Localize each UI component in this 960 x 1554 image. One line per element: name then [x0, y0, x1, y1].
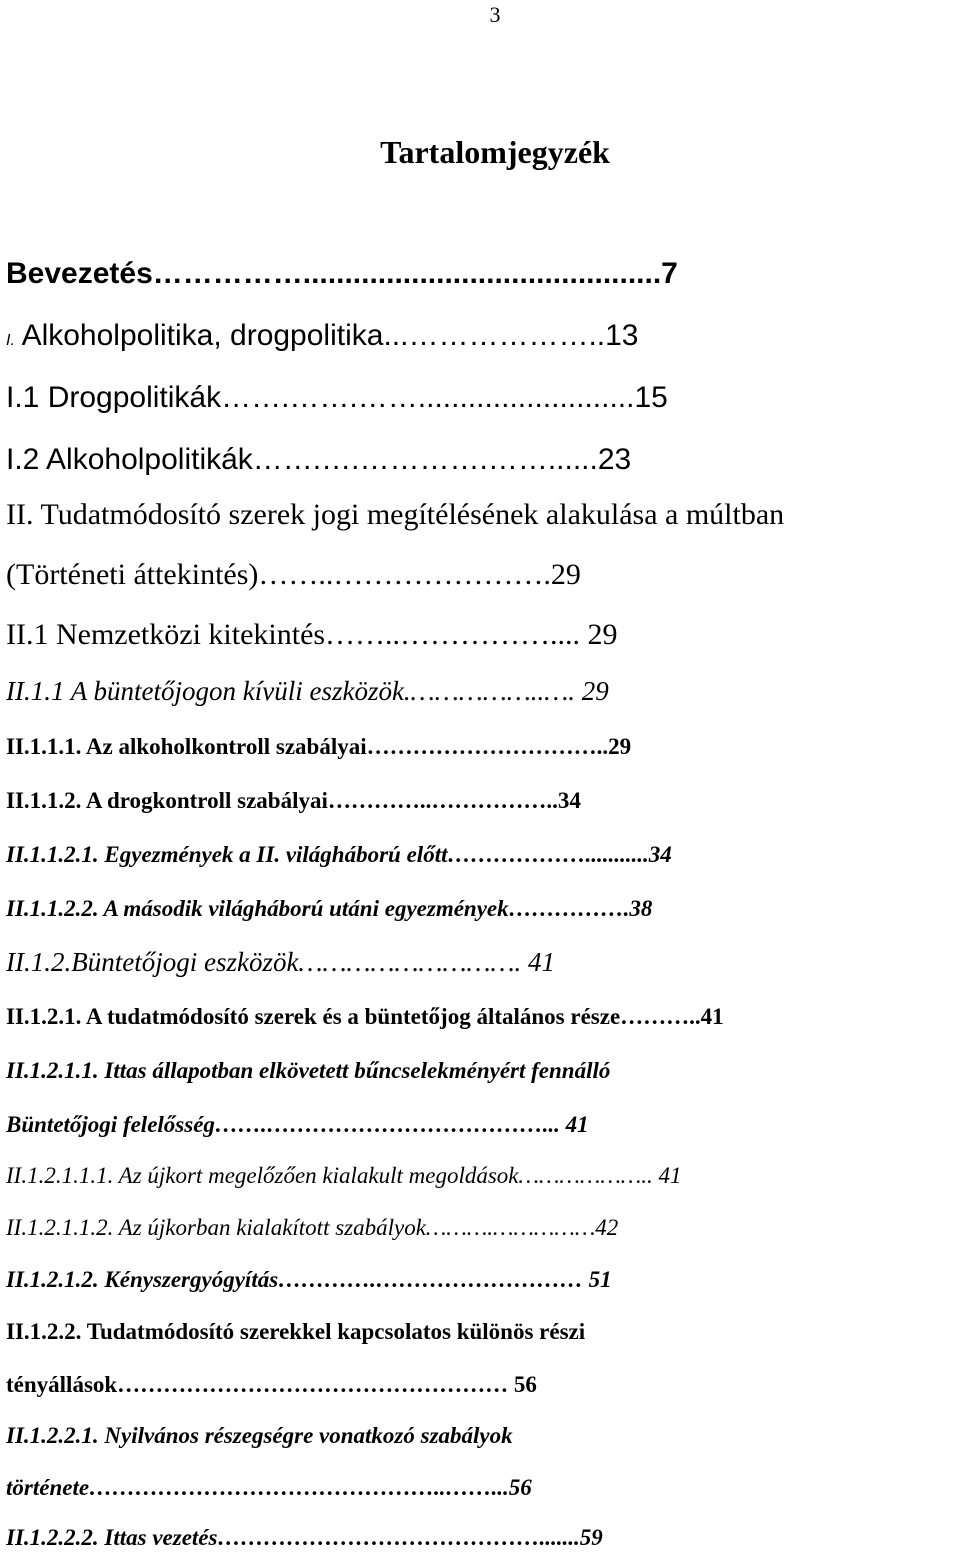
toc-entry-text: Büntetőjogi felelősség…….………………………………... 41	[6, 1112, 589, 1137]
toc-entry-tudatmodosito-szerek[interactable]	[6, 497, 952, 533]
page-title: Tartalomjegyzék	[380, 134, 610, 170]
toc-entry-nyilvanos-reszegseg[interactable]	[6, 1422, 952, 1450]
toc-entry-text: II. Tudatmódosító szerek jogi megítélésének alakulása a múltban	[6, 498, 785, 531]
toc-entry-kenyszergyogyitas[interactable]	[6, 1266, 952, 1294]
toc-entry-alkoholkontroll[interactable]	[6, 733, 952, 761]
toc-entry-text: I.1 Drogpolitikák…….…….……..........................15	[6, 381, 668, 414]
toc-entry-tortenete[interactable]	[6, 1474, 952, 1502]
toc-entry-ujkorban-kialakitott[interactable]	[6, 1214, 952, 1242]
toc-entry-text: II.1.2.1.1. Ittas állapotban elkövetett bűncselekményért fennálló	[6, 1058, 611, 1083]
toc-entry-ittas-vezetes[interactable]	[6, 1524, 952, 1552]
toc-entry-text: II.1.1.2. A drogkontroll szabályai…………..……………..34	[6, 788, 581, 813]
toc-entry-buntetojogon-kivuli[interactable]	[6, 675, 952, 707]
toc-entry-drogpolitikak[interactable]	[6, 380, 952, 416]
toc-entry-ujkort-megelozoen[interactable]	[6, 1162, 952, 1190]
toc-entry-buntetojogi-eszkozok[interactable]	[6, 946, 952, 978]
toc-entry-tenyallasok[interactable]	[6, 1371, 952, 1399]
toc-entry-text: II.1.2.2.2. Ittas vezetés…………………………………….......59	[6, 1525, 603, 1550]
toc-entry-prefix: I.	[6, 332, 15, 349]
toc-entry-text: II.1.2.1.1.1. Az újkort megelőzően kialakult megoldások……………….. 41	[6, 1163, 682, 1188]
toc-entry-text: II.1.1.1. Az alkoholkontroll szabályai…………………………..29	[6, 734, 632, 759]
toc-entry-nemzetkozi-kitekintes[interactable]	[6, 617, 952, 653]
toc-entry-kulonos-reszi[interactable]	[6, 1318, 952, 1346]
toc-entry-egyezmenyek-utan[interactable]	[6, 895, 952, 923]
toc-entry-text: I.2 Alkoholpolitikák…….….………….……......23	[6, 443, 632, 476]
page-number: 3	[489, 2, 501, 27]
toc-entry-text: tényállások…………………………………………… 56	[6, 1372, 537, 1397]
toc-entry-ittas-allapot[interactable]	[6, 1057, 952, 1085]
toc-entry-text: II.1.1.2.2. A második világháború utáni egyezmények…………….38	[6, 896, 653, 921]
toc-entry-text: Alkoholpolitika, drogpolitika...………………..13	[14, 319, 639, 352]
toc-entry-text: II.1.2.1.1.2. Az újkorban kialakított szabályok……….……………42	[6, 1215, 619, 1240]
toc-entry-alkoholpolitika[interactable]	[6, 318, 952, 354]
toc-entry-text: (Történeti áttekintés)……..………………….29	[6, 558, 581, 591]
toc-entry-drogkontroll[interactable]	[6, 787, 952, 815]
toc-entry-alkoholpolitikak[interactable]	[6, 442, 952, 478]
toc-entry-egyezmenyek-elott[interactable]	[6, 841, 952, 869]
toc-entry-text: II.1 Nemzetközi kitekintés……..…………….... 29	[6, 618, 618, 651]
toc-entry-bevezetes[interactable]	[6, 256, 952, 292]
toc-entry-text: II.1.2.2.1. Nyilvános részegségre vonatkozó szabályok	[6, 1423, 513, 1448]
toc-entry-text: története………………………………………..……...56	[6, 1475, 532, 1500]
toc-entry-text: II.1.2.2. Tudatmódosító szerekkel kapcsolatos különös részi	[6, 1319, 586, 1344]
toc-entry-text: II.1.2.1.2. Kényszergyógyítás………….……………………… 51	[6, 1267, 612, 1292]
toc-entry-text: II.1.2.1. A tudatmódosító szerek és a büntetőjog általános része………..41	[6, 1004, 724, 1029]
toc-entry-altalanos-resz[interactable]	[6, 1003, 952, 1031]
toc-entry-text: Bevezetés……………...........................................7	[6, 257, 678, 290]
toc-entry-text: II.1.1 A büntetőjogon kívüli eszközök.……………..…. 29	[6, 676, 609, 706]
toc-entry-torteneti-attekintes[interactable]	[6, 557, 952, 593]
toc-entry-buntetojogi-felelosseg[interactable]	[6, 1111, 952, 1139]
toc-entry-text: II.1.1.2.1. Egyezmények a II. világháború előtt………………...........34	[6, 842, 672, 867]
toc-entry-text: II.1.2.Büntetőjogi eszközök………………………. 41	[6, 947, 556, 977]
